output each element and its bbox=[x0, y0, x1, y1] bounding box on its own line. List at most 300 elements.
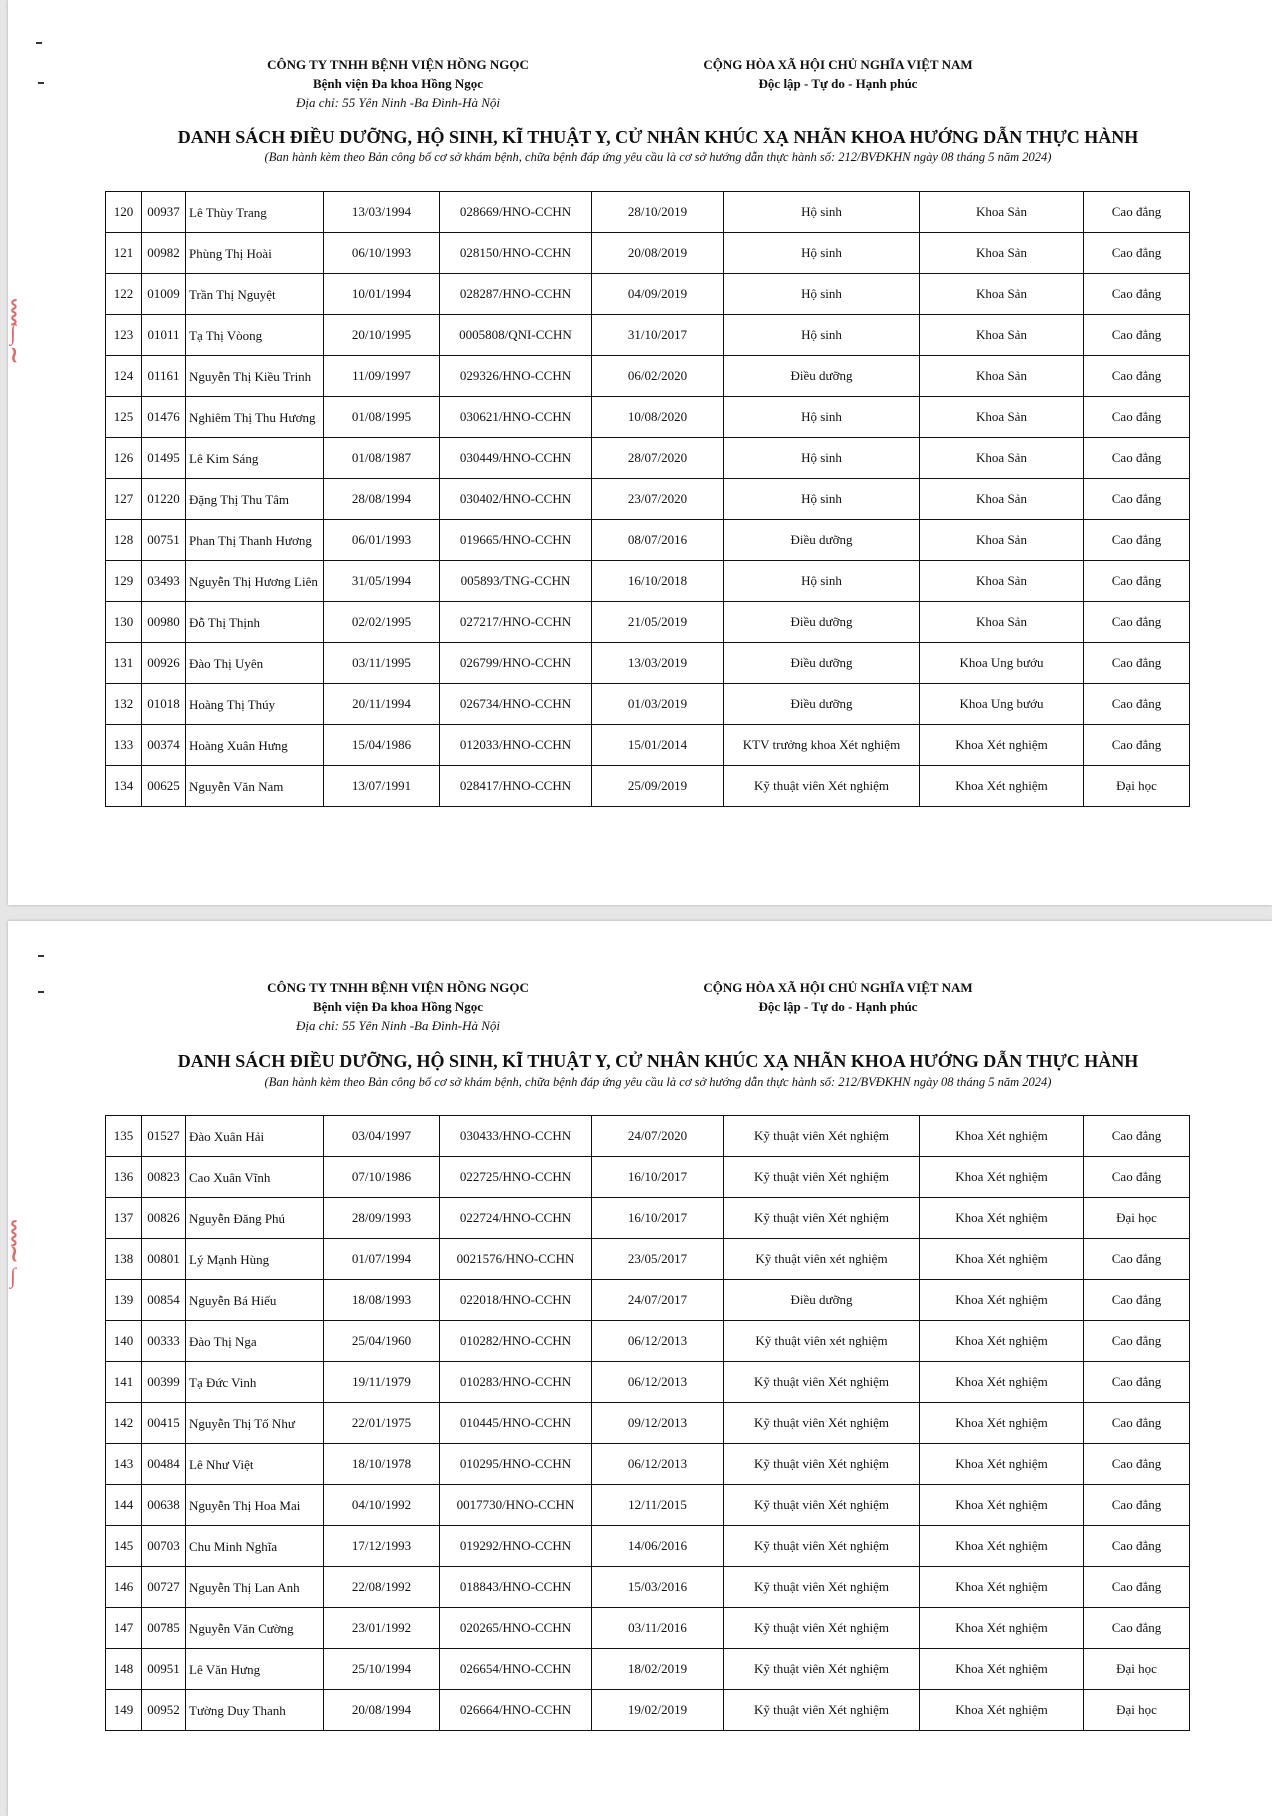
table-row bbox=[106, 1444, 1190, 1485]
row-number-cell: 129 bbox=[106, 561, 142, 602]
staff-code-cell: 00727 bbox=[142, 1567, 186, 1608]
degree-cell: Cao đẳng bbox=[1084, 684, 1190, 725]
degree-cell: Đại học bbox=[1084, 1690, 1190, 1731]
row-number-cell: 135 bbox=[106, 1116, 142, 1157]
table-row bbox=[106, 479, 1190, 520]
license-number-cell: 030402/HNO-CCHN bbox=[440, 479, 592, 520]
department-cell: Khoa Xét nghiệm bbox=[920, 1198, 1084, 1239]
staff-name-cell: Nguyễn Thị Lan Anh bbox=[186, 1567, 324, 1608]
staff-name-cell: Đỗ Thị Thịnh bbox=[186, 602, 324, 643]
license-number-cell: 019665/HNO-CCHN bbox=[440, 520, 592, 561]
department-cell: Khoa Sản bbox=[920, 274, 1084, 315]
birth-date-cell: 13/07/1991 bbox=[324, 766, 440, 807]
license-number-cell: 022725/HNO-CCHN bbox=[440, 1157, 592, 1198]
row-number-cell: 126 bbox=[106, 438, 142, 479]
department-cell: Khoa Xét nghiệm bbox=[920, 725, 1084, 766]
license-date-cell: 24/07/2020 bbox=[592, 1116, 724, 1157]
position-cell: Kỹ thuật viên Xét nghiệm bbox=[724, 1198, 920, 1239]
staff-name-cell: Nguyễn Thị Tố Như bbox=[186, 1403, 324, 1444]
birth-date-cell: 10/01/1994 bbox=[324, 274, 440, 315]
license-number-cell: 0017730/HNO-CCHN bbox=[440, 1485, 592, 1526]
staff-code-cell: 00785 bbox=[142, 1608, 186, 1649]
position-cell: Điều dưỡng bbox=[724, 356, 920, 397]
birth-date-cell: 01/07/1994 bbox=[324, 1239, 440, 1280]
birth-date-cell: 28/09/1993 bbox=[324, 1198, 440, 1239]
row-number-cell: 128 bbox=[106, 520, 142, 561]
row-number-cell: 145 bbox=[106, 1526, 142, 1567]
row-number-cell: 134 bbox=[106, 766, 142, 807]
staff-name-cell: Lê Văn Hưng bbox=[186, 1649, 324, 1690]
staff-code-cell: 00926 bbox=[142, 643, 186, 684]
staff-code-cell: 03493 bbox=[142, 561, 186, 602]
birth-date-cell: 20/11/1994 bbox=[324, 684, 440, 725]
birth-date-cell: 03/11/1995 bbox=[324, 643, 440, 684]
position-cell: Hộ sinh bbox=[724, 438, 920, 479]
position-cell: Điều dưỡng bbox=[724, 520, 920, 561]
table-row bbox=[106, 520, 1190, 561]
row-number-cell: 148 bbox=[106, 1649, 142, 1690]
header-right bbox=[648, 978, 1028, 1016]
department-cell: Khoa Xét nghiệm bbox=[920, 1157, 1084, 1198]
row-number-cell: 124 bbox=[106, 356, 142, 397]
staff-code-cell: 00484 bbox=[142, 1444, 186, 1485]
staff-name-cell: Lê Kim Sáng bbox=[186, 438, 324, 479]
license-number-cell: 027217/HNO-CCHN bbox=[440, 602, 592, 643]
row-number-cell: 139 bbox=[106, 1280, 142, 1321]
license-number-cell: 0005808/QNI-CCHN bbox=[440, 315, 592, 356]
degree-cell: Đại học bbox=[1084, 1649, 1190, 1690]
header-right bbox=[648, 55, 1028, 93]
row-number-cell: 122 bbox=[106, 274, 142, 315]
table-row bbox=[106, 1116, 1190, 1157]
degree-cell: Cao đẳng bbox=[1084, 192, 1190, 233]
table-row bbox=[106, 1690, 1190, 1731]
license-date-cell: 25/09/2019 bbox=[592, 766, 724, 807]
staff-name-cell: Nguyễn Thị Kiều Trinh bbox=[186, 356, 324, 397]
table-row bbox=[106, 1649, 1190, 1690]
position-cell: Kỹ thuật viên Xét nghiệm bbox=[724, 1444, 920, 1485]
license-date-cell: 15/01/2014 bbox=[592, 725, 724, 766]
degree-cell: Đại học bbox=[1084, 766, 1190, 807]
department-cell: Khoa Xét nghiệm bbox=[920, 1403, 1084, 1444]
birth-date-cell: 25/10/1994 bbox=[324, 1649, 440, 1690]
position-cell: Điều dưỡng bbox=[724, 602, 920, 643]
staff-code-cell: 00374 bbox=[142, 725, 186, 766]
document-title: DANH SÁCH ĐIỀU DƯỠNG, HỘ SINH, KĨ THUẬT Y, CỬ NHÂN KHÚC XẠ NHÃN KHOA HƯỚNG DẪN THỰC HÀNH bbox=[177, 1051, 1139, 1071]
birth-date-cell: 04/10/1992 bbox=[324, 1485, 440, 1526]
degree-cell: Cao đẳng bbox=[1084, 1362, 1190, 1403]
degree-cell: Cao đẳng bbox=[1084, 397, 1190, 438]
row-number-cell: 138 bbox=[106, 1239, 142, 1280]
table-row bbox=[106, 356, 1190, 397]
staff-code-cell: 00952 bbox=[142, 1690, 186, 1731]
table-row bbox=[106, 1526, 1190, 1567]
table-row bbox=[106, 1198, 1190, 1239]
staff-name-cell: Phan Thị Thanh Hương bbox=[186, 520, 324, 561]
staff-name-cell: Đào Xuân Hải bbox=[186, 1116, 324, 1157]
birth-date-cell: 17/12/1993 bbox=[324, 1526, 440, 1567]
position-cell: Kỹ thuật viên Xét nghiệm bbox=[724, 766, 920, 807]
position-cell: Kỹ thuật viên Xét nghiệm bbox=[724, 1567, 920, 1608]
row-number-cell: 130 bbox=[106, 602, 142, 643]
document-page-1 bbox=[8, 0, 1272, 905]
degree-cell: Cao đẳng bbox=[1084, 561, 1190, 602]
birth-date-cell: 20/08/1994 bbox=[324, 1690, 440, 1731]
license-number-cell: 010283/HNO-CCHN bbox=[440, 1362, 592, 1403]
staff-code-cell: 00854 bbox=[142, 1280, 186, 1321]
license-number-cell: 0021576/HNO-CCHN bbox=[440, 1239, 592, 1280]
row-number-cell: 147 bbox=[106, 1608, 142, 1649]
staff-name-cell: Nguyễn Đăng Phú bbox=[186, 1198, 324, 1239]
position-cell: Hộ sinh bbox=[724, 274, 920, 315]
staff-table-page-1 bbox=[105, 191, 1190, 807]
hospital-address: Địa chỉ: 55 Yên Ninh -Ba Đình-Hà Nội bbox=[295, 95, 500, 110]
department-cell: Khoa Ung bướu bbox=[920, 684, 1084, 725]
staff-code-cell: 00823 bbox=[142, 1157, 186, 1198]
staff-name-cell: Nguyễn Bá Hiếu bbox=[186, 1280, 324, 1321]
position-cell: Điều dưỡng bbox=[724, 643, 920, 684]
staff-name-cell: Lê Như Việt bbox=[186, 1444, 324, 1485]
degree-cell: Cao đẳng bbox=[1084, 1239, 1190, 1280]
department-cell: Khoa Xét nghiệm bbox=[920, 1649, 1084, 1690]
department-cell: Khoa Xét nghiệm bbox=[920, 1485, 1084, 1526]
position-cell: Hộ sinh bbox=[724, 233, 920, 274]
license-date-cell: 12/11/2015 bbox=[592, 1485, 724, 1526]
table-row bbox=[106, 233, 1190, 274]
degree-cell: Cao đẳng bbox=[1084, 438, 1190, 479]
row-number-cell: 121 bbox=[106, 233, 142, 274]
row-number-cell: 141 bbox=[106, 1362, 142, 1403]
department-cell: Khoa Ung bướu bbox=[920, 643, 1084, 684]
red-stamp-edge: ⸾ ∫ ≀ bbox=[10, 298, 19, 367]
license-number-cell: 018843/HNO-CCHN bbox=[440, 1567, 592, 1608]
table-row bbox=[106, 643, 1190, 684]
position-cell: Kỹ thuật viên xét nghiệm bbox=[724, 1321, 920, 1362]
row-number-cell: 143 bbox=[106, 1444, 142, 1485]
scan-mark bbox=[38, 991, 44, 993]
document-title: DANH SÁCH ĐIỀU DƯỠNG, HỘ SINH, KĨ THUẬT Y, CỬ NHÂN KHÚC XẠ NHÃN KHOA HƯỚNG DẪN THỰC HÀNH bbox=[177, 127, 1139, 147]
license-date-cell: 06/12/2013 bbox=[592, 1321, 724, 1362]
license-date-cell: 20/08/2019 bbox=[592, 233, 724, 274]
license-number-cell: 028287/HNO-CCHN bbox=[440, 274, 592, 315]
license-number-cell: 022018/HNO-CCHN bbox=[440, 1280, 592, 1321]
birth-date-cell: 18/08/1993 bbox=[324, 1280, 440, 1321]
table-row bbox=[106, 766, 1190, 807]
staff-name-cell: Phùng Thị Hoài bbox=[186, 233, 324, 274]
table-row bbox=[106, 602, 1190, 643]
staff-name-cell: Hoàng Xuân Hưng bbox=[186, 725, 324, 766]
position-cell: Kỹ thuật viên Xét nghiệm bbox=[724, 1362, 920, 1403]
license-date-cell: 28/07/2020 bbox=[592, 438, 724, 479]
row-number-cell: 127 bbox=[106, 479, 142, 520]
license-number-cell: 010445/HNO-CCHN bbox=[440, 1403, 592, 1444]
degree-cell: Cao đẳng bbox=[1084, 1157, 1190, 1198]
staff-code-cell: 00982 bbox=[142, 233, 186, 274]
table-row bbox=[106, 1485, 1190, 1526]
license-date-cell: 08/07/2016 bbox=[592, 520, 724, 561]
department-cell: Khoa Xét nghiệm bbox=[920, 1321, 1084, 1362]
row-number-cell: 125 bbox=[106, 397, 142, 438]
row-number-cell: 149 bbox=[106, 1690, 142, 1731]
license-date-cell: 04/09/2019 bbox=[592, 274, 724, 315]
department-cell: Khoa Xét nghiệm bbox=[920, 1280, 1084, 1321]
degree-cell: Cao đẳng bbox=[1084, 1403, 1190, 1444]
national-motto: Độc lập - Tự do - Hạnh phúc bbox=[758, 999, 918, 1014]
scan-mark bbox=[38, 82, 44, 84]
company-name: CÔNG TY TNHH BỆNH VIỆN HỒNG NGỌC bbox=[267, 980, 529, 995]
table-row bbox=[106, 561, 1190, 602]
license-number-cell: 026734/HNO-CCHN bbox=[440, 684, 592, 725]
license-number-cell: 029326/HNO-CCHN bbox=[440, 356, 592, 397]
row-number-cell: 146 bbox=[106, 1567, 142, 1608]
staff-name-cell: Tạ Đức Vinh bbox=[186, 1362, 324, 1403]
document-subtitle: (Ban hành kèm theo Bản công bố cơ sở khám bệnh, chữa bệnh đáp ứng yêu cầu là cơ sở hướng dẫn thực hành số: 212/BVĐKHN ngày 08 tháng 5 năm 2024) bbox=[264, 1075, 1052, 1089]
license-number-cell: 010282/HNO-CCHN bbox=[440, 1321, 592, 1362]
position-cell: KTV trưởng khoa Xét nghiệm bbox=[724, 725, 920, 766]
table-row bbox=[106, 438, 1190, 479]
license-number-cell: 028669/HNO-CCHN bbox=[440, 192, 592, 233]
staff-code-cell: 01220 bbox=[142, 479, 186, 520]
degree-cell: Cao đẳng bbox=[1084, 1485, 1190, 1526]
license-number-cell: 028417/HNO-CCHN bbox=[440, 766, 592, 807]
staff-name-cell: Cao Xuân Vĩnh bbox=[186, 1157, 324, 1198]
position-cell: Kỹ thuật viên xét nghiệm bbox=[724, 1239, 920, 1280]
row-number-cell: 123 bbox=[106, 315, 142, 356]
degree-cell: Cao đẳng bbox=[1084, 643, 1190, 684]
staff-code-cell: 01011 bbox=[142, 315, 186, 356]
position-cell: Hộ sinh bbox=[724, 397, 920, 438]
position-cell: Kỹ thuật viên Xét nghiệm bbox=[724, 1116, 920, 1157]
license-number-cell: 026654/HNO-CCHN bbox=[440, 1649, 592, 1690]
scan-mark bbox=[38, 955, 44, 957]
license-date-cell: 31/10/2017 bbox=[592, 315, 724, 356]
license-number-cell: 012033/HNO-CCHN bbox=[440, 725, 592, 766]
birth-date-cell: 01/08/1995 bbox=[324, 397, 440, 438]
degree-cell: Cao đẳng bbox=[1084, 233, 1190, 274]
license-number-cell: 026799/HNO-CCHN bbox=[440, 643, 592, 684]
degree-cell: Cao đẳng bbox=[1084, 1444, 1190, 1485]
staff-code-cell: 00415 bbox=[142, 1403, 186, 1444]
table-row bbox=[106, 1403, 1190, 1444]
document-page-2 bbox=[8, 921, 1272, 1816]
staff-name-cell: Nguyễn Thị Hoa Mai bbox=[186, 1485, 324, 1526]
staff-name-cell: Nguyễn Thị Hương Liên bbox=[186, 561, 324, 602]
staff-name-cell: Nguyễn Văn Nam bbox=[186, 766, 324, 807]
birth-date-cell: 22/08/1992 bbox=[324, 1567, 440, 1608]
table-row bbox=[106, 315, 1190, 356]
hospital-name: Bệnh viện Đa khoa Hồng Ngọc bbox=[312, 999, 484, 1014]
position-cell: Kỹ thuật viên Xét nghiệm bbox=[724, 1608, 920, 1649]
republic-name: CỘNG HÒA XÃ HỘI CHỦ NGHĨA VIỆT NAM bbox=[703, 57, 973, 72]
license-date-cell: 23/05/2017 bbox=[592, 1239, 724, 1280]
staff-code-cell: 00625 bbox=[142, 766, 186, 807]
degree-cell: Cao đẳng bbox=[1084, 1280, 1190, 1321]
birth-date-cell: 15/04/1986 bbox=[324, 725, 440, 766]
staff-name-cell: Tường Duy Thanh bbox=[186, 1690, 324, 1731]
license-number-cell: 030621/HNO-CCHN bbox=[440, 397, 592, 438]
license-date-cell: 06/12/2013 bbox=[592, 1362, 724, 1403]
license-number-cell: 020265/HNO-CCHN bbox=[440, 1608, 592, 1649]
license-date-cell: 19/02/2019 bbox=[592, 1690, 724, 1731]
birth-date-cell: 06/10/1993 bbox=[324, 233, 440, 274]
table-row bbox=[106, 1321, 1190, 1362]
row-number-cell: 144 bbox=[106, 1485, 142, 1526]
position-cell: Điều dưỡng bbox=[724, 1280, 920, 1321]
birth-date-cell: 31/05/1994 bbox=[324, 561, 440, 602]
birth-date-cell: 02/02/1995 bbox=[324, 602, 440, 643]
staff-code-cell: 01527 bbox=[142, 1116, 186, 1157]
position-cell: Kỹ thuật viên Xét nghiệm bbox=[724, 1649, 920, 1690]
birth-date-cell: 23/01/1992 bbox=[324, 1608, 440, 1649]
staff-name-cell: Nguyễn Văn Cường bbox=[186, 1608, 324, 1649]
license-number-cell: 022724/HNO-CCHN bbox=[440, 1198, 592, 1239]
staff-code-cell: 01018 bbox=[142, 684, 186, 725]
table-row bbox=[106, 1239, 1190, 1280]
position-cell: Hộ sinh bbox=[724, 315, 920, 356]
table-row bbox=[106, 684, 1190, 725]
position-cell: Kỹ thuật viên Xét nghiệm bbox=[724, 1157, 920, 1198]
department-cell: Khoa Sản bbox=[920, 602, 1084, 643]
staff-code-cell: 00980 bbox=[142, 602, 186, 643]
degree-cell: Cao đẳng bbox=[1084, 1116, 1190, 1157]
row-number-cell: 131 bbox=[106, 643, 142, 684]
row-number-cell: 140 bbox=[106, 1321, 142, 1362]
staff-code-cell: 00703 bbox=[142, 1526, 186, 1567]
license-number-cell: 030449/HNO-CCHN bbox=[440, 438, 592, 479]
department-cell: Khoa Sản bbox=[920, 397, 1084, 438]
row-number-cell: 142 bbox=[106, 1403, 142, 1444]
department-cell: Khoa Xét nghiệm bbox=[920, 766, 1084, 807]
license-date-cell: 01/03/2019 bbox=[592, 684, 724, 725]
position-cell: Điều dưỡng bbox=[724, 684, 920, 725]
staff-name-cell: Hoàng Thị Thúy bbox=[186, 684, 324, 725]
license-date-cell: 23/07/2020 bbox=[592, 479, 724, 520]
license-date-cell: 06/02/2020 bbox=[592, 356, 724, 397]
row-number-cell: 120 bbox=[106, 192, 142, 233]
degree-cell: Cao đẳng bbox=[1084, 602, 1190, 643]
department-cell: Khoa Sản bbox=[920, 315, 1084, 356]
staff-name-cell: Nghiêm Thị Thu Hương bbox=[186, 397, 324, 438]
degree-cell: Đại học bbox=[1084, 1198, 1190, 1239]
department-cell: Khoa Sản bbox=[920, 233, 1084, 274]
staff-code-cell: 00751 bbox=[142, 520, 186, 561]
birth-date-cell: 06/01/1993 bbox=[324, 520, 440, 561]
table-row bbox=[106, 1362, 1190, 1403]
staff-code-cell: 00333 bbox=[142, 1321, 186, 1362]
department-cell: Khoa Xét nghiệm bbox=[920, 1608, 1084, 1649]
staff-name-cell: Lý Mạnh Hùng bbox=[186, 1239, 324, 1280]
red-stamp-edge: ⸾ ≀ ∫ bbox=[10, 1219, 19, 1288]
license-date-cell: 16/10/2017 bbox=[592, 1157, 724, 1198]
department-cell: Khoa Xét nghiệm bbox=[920, 1116, 1084, 1157]
license-number-cell: 010295/HNO-CCHN bbox=[440, 1444, 592, 1485]
staff-code-cell: 01495 bbox=[142, 438, 186, 479]
staff-code-cell: 01009 bbox=[142, 274, 186, 315]
row-number-cell: 133 bbox=[106, 725, 142, 766]
national-motto: Độc lập - Tự do - Hạnh phúc bbox=[758, 76, 918, 91]
degree-cell: Cao đẳng bbox=[1084, 725, 1190, 766]
staff-code-cell: 00951 bbox=[142, 1649, 186, 1690]
staff-code-cell: 01476 bbox=[142, 397, 186, 438]
staff-name-cell: Chu Minh Nghĩa bbox=[186, 1526, 324, 1567]
license-date-cell: 14/06/2016 bbox=[592, 1526, 724, 1567]
department-cell: Khoa Xét nghiệm bbox=[920, 1526, 1084, 1567]
row-number-cell: 132 bbox=[106, 684, 142, 725]
birth-date-cell: 13/03/1994 bbox=[324, 192, 440, 233]
department-cell: Khoa Xét nghiệm bbox=[920, 1567, 1084, 1608]
scan-mark bbox=[36, 42, 42, 44]
birth-date-cell: 28/08/1994 bbox=[324, 479, 440, 520]
staff-code-cell: 01161 bbox=[142, 356, 186, 397]
staff-code-cell: 00937 bbox=[142, 192, 186, 233]
staff-name-cell: Đặng Thị Thu Tâm bbox=[186, 479, 324, 520]
staff-name-cell: Tạ Thị Vòong bbox=[186, 315, 324, 356]
department-cell: Khoa Xét nghiệm bbox=[920, 1444, 1084, 1485]
degree-cell: Cao đẳng bbox=[1084, 520, 1190, 561]
position-cell: Hộ sinh bbox=[724, 479, 920, 520]
position-cell: Kỹ thuật viên Xét nghiệm bbox=[724, 1485, 920, 1526]
license-date-cell: 06/12/2013 bbox=[592, 1444, 724, 1485]
row-number-cell: 137 bbox=[106, 1198, 142, 1239]
degree-cell: Cao đẳng bbox=[1084, 1608, 1190, 1649]
degree-cell: Cao đẳng bbox=[1084, 1567, 1190, 1608]
republic-name: CỘNG HÒA XÃ HỘI CHỦ NGHĨA VIỆT NAM bbox=[703, 980, 973, 995]
department-cell: Khoa Sản bbox=[920, 479, 1084, 520]
position-cell: Hộ sinh bbox=[724, 561, 920, 602]
birth-date-cell: 25/04/1960 bbox=[324, 1321, 440, 1362]
position-cell: Kỹ thuật viên Xét nghiệm bbox=[724, 1690, 920, 1731]
license-date-cell: 16/10/2018 bbox=[592, 561, 724, 602]
row-number-cell: 136 bbox=[106, 1157, 142, 1198]
birth-date-cell: 07/10/1986 bbox=[324, 1157, 440, 1198]
degree-cell: Cao đẳng bbox=[1084, 479, 1190, 520]
degree-cell: Cao đẳng bbox=[1084, 1321, 1190, 1362]
license-number-cell: 019292/HNO-CCHN bbox=[440, 1526, 592, 1567]
license-date-cell: 09/12/2013 bbox=[592, 1403, 724, 1444]
staff-name-cell: Trần Thị Nguyệt bbox=[186, 274, 324, 315]
table-row bbox=[106, 1608, 1190, 1649]
hospital-address: Địa chỉ: 55 Yên Ninh -Ba Đình-Hà Nội bbox=[295, 1018, 500, 1033]
license-date-cell: 13/03/2019 bbox=[592, 643, 724, 684]
header-left bbox=[208, 978, 588, 1035]
license-date-cell: 24/07/2017 bbox=[592, 1280, 724, 1321]
department-cell: Khoa Sản bbox=[920, 520, 1084, 561]
degree-cell: Cao đẳng bbox=[1084, 315, 1190, 356]
staff-code-cell: 00826 bbox=[142, 1198, 186, 1239]
staff-code-cell: 00801 bbox=[142, 1239, 186, 1280]
license-date-cell: 28/10/2019 bbox=[592, 192, 724, 233]
license-date-cell: 15/03/2016 bbox=[592, 1567, 724, 1608]
staff-table-page-2 bbox=[105, 1115, 1190, 1731]
table-row bbox=[106, 1567, 1190, 1608]
position-cell: Kỹ thuật viên Xét nghiệm bbox=[724, 1403, 920, 1444]
birth-date-cell: 20/10/1995 bbox=[324, 315, 440, 356]
staff-code-cell: 00638 bbox=[142, 1485, 186, 1526]
position-cell: Kỹ thuật viên Xét nghiệm bbox=[724, 1526, 920, 1567]
birth-date-cell: 22/01/1975 bbox=[324, 1403, 440, 1444]
birth-date-cell: 18/10/1978 bbox=[324, 1444, 440, 1485]
position-cell: Hộ sinh bbox=[724, 192, 920, 233]
license-date-cell: 16/10/2017 bbox=[592, 1198, 724, 1239]
birth-date-cell: 11/09/1997 bbox=[324, 356, 440, 397]
table-row bbox=[106, 1280, 1190, 1321]
degree-cell: Cao đẳng bbox=[1084, 274, 1190, 315]
license-date-cell: 21/05/2019 bbox=[592, 602, 724, 643]
table-row bbox=[106, 725, 1190, 766]
document-subtitle: (Ban hành kèm theo Bản công bố cơ sở khám bệnh, chữa bệnh đáp ứng yêu cầu là cơ sở hướng dẫn thực hành số: 212/BVĐKHN ngày 08 tháng 5 năm 2024) bbox=[264, 150, 1052, 164]
department-cell: Khoa Sản bbox=[920, 561, 1084, 602]
staff-name-cell: Đào Thị Uyên bbox=[186, 643, 324, 684]
